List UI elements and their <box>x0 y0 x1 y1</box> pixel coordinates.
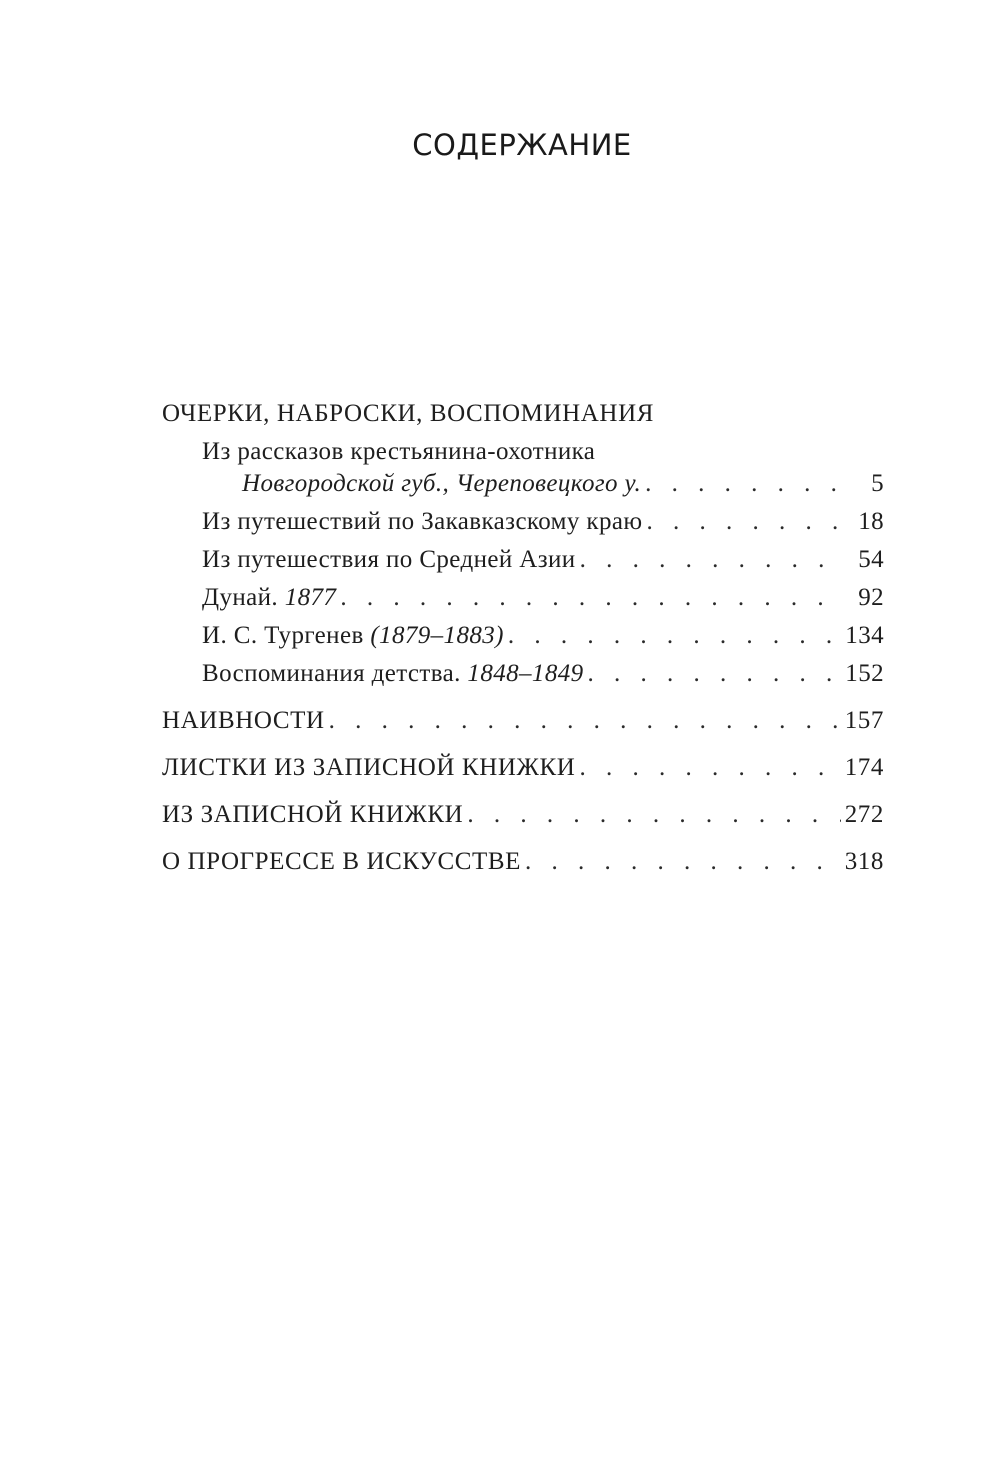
page-number: 157 <box>844 707 884 734</box>
entry-subtitle: 1877 <box>284 584 337 611</box>
page-number: 5 <box>871 470 884 497</box>
toc-section-heading <box>162 846 884 878</box>
section-title: ОЧЕРКИ, НАБРОСКИ, ВОСПОМИНАНИЯ <box>162 400 655 427</box>
section-title: ЛИСТКИ ИЗ ЗАПИСНОЙ КНИЖКИ <box>162 754 576 781</box>
page-number: 54 <box>858 546 884 573</box>
page-number: 92 <box>858 584 884 611</box>
dot-leader <box>525 846 841 878</box>
toc-entry <box>162 436 884 468</box>
dot-leader <box>588 658 842 690</box>
entry-subtitle: Новгородской губ., Череповецкого у. <box>242 470 642 497</box>
page-number: 174 <box>844 754 884 781</box>
entry-subtitle: (1879–1883) <box>370 622 504 649</box>
entry-title: И. С. Тургенев <box>202 622 371 649</box>
dot-leader <box>329 705 841 737</box>
section-title: ИЗ ЗАПИСНОЙ КНИЖКИ <box>162 801 464 828</box>
page-number: 272 <box>844 801 884 828</box>
dot-leader <box>340 582 844 614</box>
toc-section-heading <box>162 752 884 784</box>
page-number: 152 <box>845 660 884 687</box>
page-number: 134 <box>845 622 884 649</box>
toc-entry <box>162 544 884 576</box>
toc-section-heading <box>162 705 884 737</box>
entry-subtitle: 1848–1849 <box>467 660 584 687</box>
entry-title: Дунай. <box>202 584 285 611</box>
dot-leader <box>467 799 840 831</box>
toc-entry <box>162 506 884 538</box>
dot-leader <box>508 620 841 652</box>
page-number: 318 <box>844 848 884 875</box>
entry-title: Из рассказов крестьянина-охотника <box>202 438 596 465</box>
toc-entry <box>162 658 884 690</box>
entry-title: Воспоминания детства. <box>202 660 468 687</box>
toc-section-heading <box>162 398 884 430</box>
toc-section-heading <box>162 799 884 831</box>
dot-leader <box>579 752 840 784</box>
table-of-contents <box>162 398 884 878</box>
toc-entry <box>162 620 884 652</box>
entry-title: Из путешествия по Средней Азии <box>202 546 576 573</box>
dot-leader <box>646 506 844 538</box>
dot-leader <box>580 544 844 576</box>
toc-entry-continuation <box>162 468 884 500</box>
page-title: СОДЕРЖАНИЕ <box>412 128 632 162</box>
section-title: О ПРОГРЕССЕ В ИСКУССТВЕ <box>162 848 522 875</box>
toc-entry <box>162 582 884 614</box>
page-number: 18 <box>858 508 884 535</box>
entry-title: Из путешествий по Закавказскому краю <box>202 508 643 535</box>
section-title: НАИВНОСТИ <box>162 707 325 734</box>
dot-leader <box>645 468 844 500</box>
